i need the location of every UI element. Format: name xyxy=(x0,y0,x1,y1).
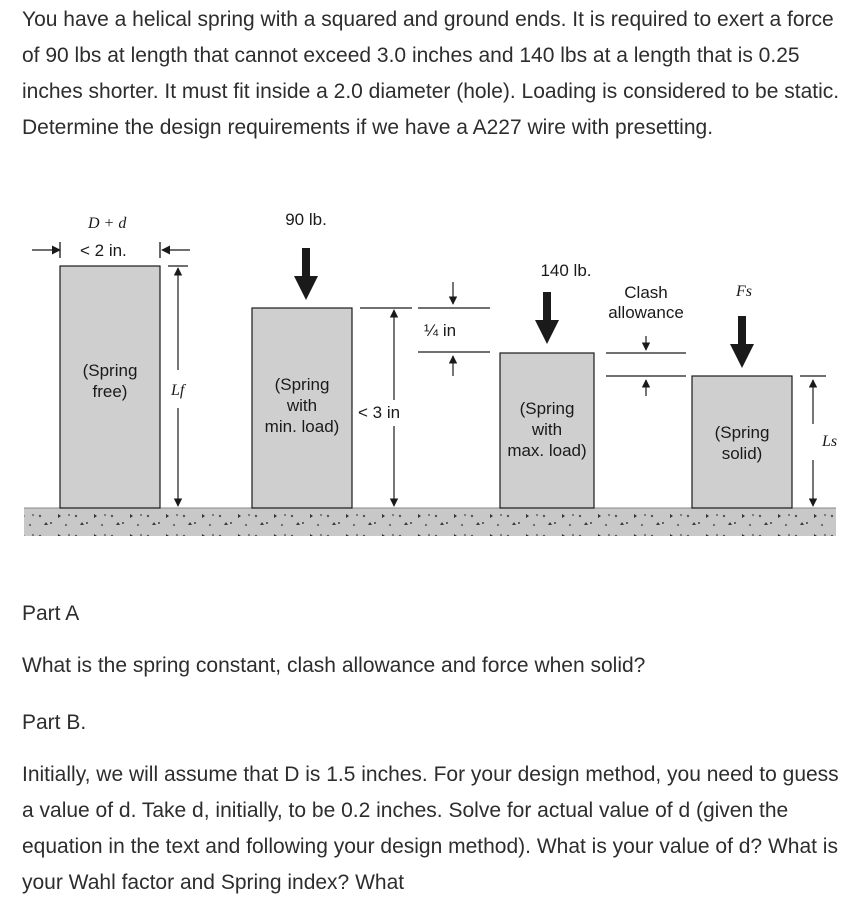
spring-min-label-3: min. load) xyxy=(264,417,340,436)
spring-solid-block xyxy=(692,376,792,508)
spring-max-load-block xyxy=(500,353,594,508)
ls-label: Ls xyxy=(822,433,838,450)
d-plus-d-label: D + d xyxy=(88,215,127,232)
spring-max-label-2: with xyxy=(531,420,563,439)
clash-label-2: allowance xyxy=(608,303,684,322)
spring-min-label-1: (Spring xyxy=(274,375,330,394)
spring-min-load-block xyxy=(252,308,352,508)
lt-2in-label: < 2 in. xyxy=(80,241,127,260)
part-a-label: Part A xyxy=(22,602,80,625)
ground xyxy=(24,508,836,536)
force-arrow-90 xyxy=(294,248,318,300)
part-a-question: What is the spring constant, clash allowance and force when solid? xyxy=(22,654,646,677)
spring-diagram xyxy=(0,190,864,550)
part-b-label: Part B. xyxy=(22,711,87,734)
clash-label-1: Clash xyxy=(624,283,668,302)
force-arrow-fs xyxy=(730,316,754,368)
fs-label: Fs xyxy=(736,283,752,300)
problem-statement: You have a helical spring with a squared and ground ends. It is required to exert a force of 90 lbs at length that cannot exceed 3.0 inches and 140 lbs at a length that is 0.25 inches shorter. It must fit inside a 2.0 diameter (hole). Loading is considered to be static. Determine the design requirements if we have a A227 wire with presetting. xyxy=(22,8,840,139)
lt-3in-label: < 3 in xyxy=(358,403,401,422)
spring-free-label-2: free) xyxy=(92,382,128,401)
spring-max-label-3: max. load) xyxy=(507,441,587,460)
spring-free-block xyxy=(60,266,160,508)
spring-free-label-1: (Spring xyxy=(82,361,138,380)
force-arrow-140 xyxy=(535,292,559,344)
force-140-label: 140 lb. xyxy=(540,261,592,280)
part-b-text: Initially, we will assume that D is 1.5 inches. For your design method, you need to guess a value of d. Take d, initially, to be 0.2 inches. Solve for actual value of d (given the equation in the text and following your design method). What is your value of d? What is your Wahl factor and Spring index? What xyxy=(22,763,839,894)
spring-solid-label-2: solid) xyxy=(721,444,763,463)
spring-min-label-2: with xyxy=(286,396,318,415)
quarter-in-label: ¼ in xyxy=(424,321,457,340)
lf-label: Lf xyxy=(171,382,185,399)
spring-solid-label-1: (Spring xyxy=(714,423,770,442)
force-90-label: 90 lb. xyxy=(285,210,327,229)
spring-max-label-1: (Spring xyxy=(519,399,575,418)
